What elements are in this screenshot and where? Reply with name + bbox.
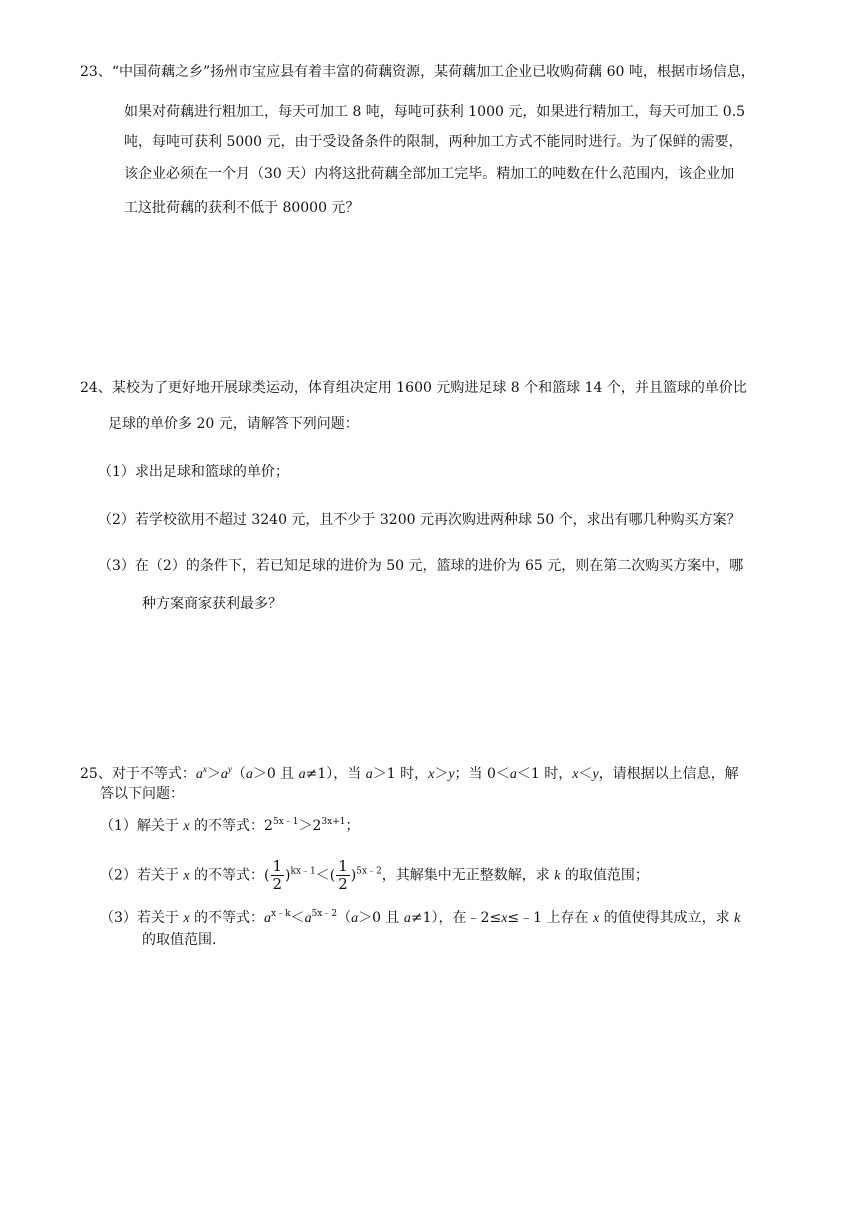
q25-part-1: （1）解关于 x 的不等式：$2^{5x﹣1}>2^{3x+1}$；	[100, 817, 360, 834]
q25-part-3-line-1: （3）若关于 x 的不等式：$a^{x﹣k}<a^{5x﹣2}(a>0$ 且 a≠1），在﹣2≤x≤﹣1 上存在 x 的值使得其成立，求 k	[100, 909, 741, 926]
q24-part-2: （2）若学校欲用不超过 3240 元，且不少于 3200 元再次购进两种球 50 个，求出有哪几种购买方案？	[98, 512, 741, 528]
q24-part-1: （1）求出足球和篮球的单价；	[98, 464, 289, 480]
fraction-one-half: $\frac{1}{2}$	[338, 857, 348, 893]
q25-intro-line-2: 答以下问题：	[100, 786, 184, 802]
q24-line-2: 足球的单价多 20 元，请解答下列问题：	[108, 416, 359, 432]
q23-line-1: 23、“中国荷藕之乡”扬州市宝应县有着丰富的荷藕资源，某荷藕加工企业已收购荷藕 60 吨，根据市场信息，	[80, 64, 755, 80]
q24-part-3-line-2: 种方案商家获利最多？	[142, 596, 282, 612]
q23-line-3: 吨，每吨可获利 5000 元，由于受设备条件的限制，两种加工方式不能同时进行。为了保鲜的需要，	[124, 134, 743, 150]
q23-line-5: 工这批荷藕的获利不低于 80000 元？	[124, 200, 360, 216]
q24-line-1: 24、某校为了更好地开展球类运动，体育组决定用 1600 元购进足球 8 个和篮球 14 个，并且篮球的单价比	[80, 380, 747, 396]
q23-line-2: 如果对荷藕进行粗加工，每天可加工 8 吨，每吨可获利 1000 元，如果进行精加工，每天可加工 0.5	[124, 104, 746, 120]
q25-part-3-line-2: 的取值范围.	[142, 932, 217, 948]
q23-line-4: 该企业必须在一个月（30 天）内将这批荷藕全部加工完毕。精加工的吨数在什么范围内，该企业加	[124, 166, 735, 182]
fraction-one-half: $\frac{1}{2}$	[272, 857, 283, 893]
q25-intro-line-1: 25、对于不等式：$a^x>a^y(a>0$ 且 a≠1），当 a＞1 时，x＞y；当 0＜a＜1 时，x＜y，请根据以上信息，解	[80, 764, 739, 782]
q24-part-3-line-1: （3）在（2）的条件下，若已知足球的进价为 50 元，篮球的进价为 65 元，则在第二次购买方案中，哪	[98, 558, 744, 574]
q25-part-2: （2）若关于 x 的不等式：( $\frac{1}{2}$ )$^{kx﹣1}$＜( $\frac{1}{2}$ )$^{5x﹣2}$，其解集中无正整数解，求 k 的取值范围；	[100, 857, 649, 893]
